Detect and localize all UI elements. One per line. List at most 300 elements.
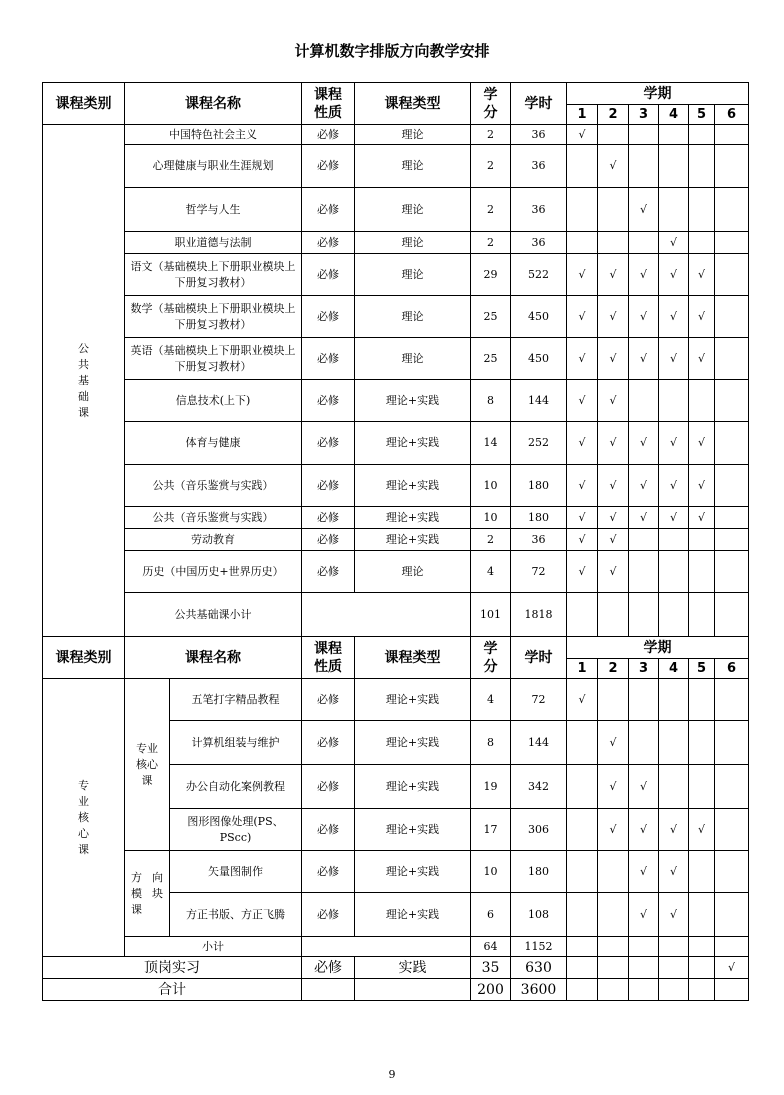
course-nature: 必修 <box>302 125 355 145</box>
check-mark: √ <box>639 907 647 921</box>
course-hours: 36 <box>511 232 567 254</box>
header-term-2: 2 <box>598 659 629 679</box>
term-3-cell <box>629 851 659 893</box>
header-category: 课程类别 <box>43 83 125 125</box>
term-4-cell <box>659 507 689 529</box>
course-hours: 72 <box>511 551 567 593</box>
course-type: 理论+实践 <box>355 765 471 809</box>
course-hours: 36 <box>511 188 567 232</box>
subcategory-line: 专业 <box>136 741 158 755</box>
term-2-cell <box>598 979 629 1001</box>
check-mark: √ <box>639 864 647 878</box>
term-1-cell <box>567 721 598 765</box>
term-3-cell <box>629 957 659 979</box>
category-char: 课 <box>78 405 89 419</box>
direction-char: 向 <box>152 870 163 884</box>
course-type: 理论 <box>355 254 471 296</box>
check-mark: √ <box>639 202 647 216</box>
term-5-cell <box>689 979 715 1001</box>
table-row <box>43 254 749 296</box>
header-type: 课程类型 <box>355 637 471 679</box>
term-2-cell <box>598 125 629 145</box>
term-2-cell <box>598 380 629 422</box>
term-3-cell <box>629 893 659 937</box>
term-4-cell <box>659 893 689 937</box>
check-mark: √ <box>697 267 705 281</box>
course-hours: 450 <box>511 338 567 380</box>
term-5-cell <box>689 551 715 593</box>
internship-label: 顶岗实习 <box>43 957 302 979</box>
header-hours: 学时 <box>511 83 567 125</box>
course-nature: 必修 <box>302 380 355 422</box>
term-5-cell <box>689 338 715 380</box>
term-2-cell <box>598 507 629 529</box>
term-6-cell <box>715 507 749 529</box>
internship-row <box>43 957 749 979</box>
course-hours: 522 <box>511 254 567 296</box>
term-1-cell <box>567 893 598 937</box>
check-mark: √ <box>609 393 617 407</box>
check-mark: √ <box>639 478 647 492</box>
term-6-cell <box>715 809 749 851</box>
subtotal-label: 小计 <box>125 937 302 957</box>
term-1-cell <box>567 765 598 809</box>
term-4-cell <box>659 809 689 851</box>
category-professional-core <box>43 679 125 957</box>
table-row <box>43 851 749 893</box>
course-hours: 36 <box>511 125 567 145</box>
term-6-cell <box>715 465 749 507</box>
subtotal-credits: 64 <box>471 937 511 957</box>
check-mark: √ <box>669 436 677 449</box>
term-3-cell <box>629 125 659 145</box>
check-mark: √ <box>669 864 677 878</box>
term-4-cell <box>659 721 689 765</box>
course-name: 体育与健康 <box>125 422 302 465</box>
subtotal-credits: 101 <box>471 593 511 637</box>
term-6-cell <box>715 551 749 593</box>
check-mark: √ <box>578 309 586 323</box>
subcategory-line: 课 <box>141 773 153 787</box>
course-nature: 必修 <box>302 254 355 296</box>
check-mark: √ <box>697 351 705 365</box>
header-term-4: 4 <box>659 105 689 125</box>
course-type: 理论+实践 <box>355 721 471 765</box>
course-credits: 10 <box>471 465 511 507</box>
course-name: 矢量图制作 <box>170 851 302 893</box>
header-nature-line: 性质 <box>314 658 342 675</box>
direction-label-line <box>127 902 167 918</box>
course-name: 计算机组装与维护 <box>170 721 302 765</box>
term-6-cell <box>715 721 749 765</box>
header-nature-line: 课程 <box>314 86 342 103</box>
check-mark: √ <box>639 436 647 449</box>
term-1-cell <box>567 809 598 851</box>
course-credits: 4 <box>471 679 511 721</box>
category-char: 公 <box>78 341 89 355</box>
course-name: 中国特色社会主义 <box>125 125 302 145</box>
header-term-4: 4 <box>659 659 689 679</box>
term-4-cell <box>659 188 689 232</box>
term-3-cell <box>629 465 659 507</box>
check-mark: √ <box>609 510 617 524</box>
table-row <box>43 679 749 721</box>
check-mark: √ <box>609 735 617 749</box>
subtotal-hours: 1818 <box>511 593 567 637</box>
category-char: 课 <box>78 842 89 856</box>
course-credits: 4 <box>471 551 511 593</box>
header-credits-line: 分 <box>483 658 498 675</box>
course-nature: 必修 <box>302 893 355 937</box>
category-char: 心 <box>78 826 89 840</box>
term-6-cell <box>715 979 749 1001</box>
check-mark: √ <box>697 510 705 524</box>
course-type: 理论+实践 <box>355 893 471 937</box>
term-4-cell <box>659 551 689 593</box>
check-mark: √ <box>578 436 586 449</box>
total-row <box>43 979 749 1001</box>
term-5-cell <box>689 593 715 637</box>
term-1-cell <box>567 296 598 338</box>
term-2-cell <box>598 765 629 809</box>
term-2-cell <box>598 529 629 551</box>
course-credits: 29 <box>471 254 511 296</box>
course-credits: 10 <box>471 507 511 529</box>
check-mark: √ <box>578 532 586 546</box>
term-5-cell <box>689 893 715 937</box>
course-name: 职业道德与法制 <box>125 232 302 254</box>
term-5-cell <box>689 937 715 957</box>
check-mark: √ <box>669 478 677 492</box>
course-type: 理论+实践 <box>355 529 471 551</box>
category-char: 专 <box>78 778 89 792</box>
term-4-cell <box>659 296 689 338</box>
header-semester: 学期 <box>567 637 749 659</box>
check-mark: √ <box>609 267 617 281</box>
header-nature <box>302 637 355 679</box>
course-hours: 36 <box>511 145 567 188</box>
header-hours: 学时 <box>511 637 567 679</box>
term-3-cell <box>629 232 659 254</box>
table-row <box>43 125 749 145</box>
header-credits-line: 学 <box>483 640 498 657</box>
check-mark: √ <box>609 822 617 836</box>
direction-label-line <box>127 886 167 902</box>
term-1-cell <box>567 593 598 637</box>
header-semester: 学期 <box>567 83 749 105</box>
term-2-cell <box>598 232 629 254</box>
term-6-cell <box>715 851 749 893</box>
direction-char: 模 <box>131 886 142 900</box>
course-type: 理论 <box>355 145 471 188</box>
direction-char: 块 <box>152 886 163 900</box>
check-mark: √ <box>609 478 617 492</box>
course-name: 哲学与人生 <box>125 188 302 232</box>
term-3-cell <box>629 809 659 851</box>
header-credits <box>471 637 511 679</box>
course-credits: 25 <box>471 296 511 338</box>
term-1-cell <box>567 851 598 893</box>
direction-char: 课 <box>131 902 142 916</box>
header-term-3: 3 <box>629 105 659 125</box>
term-2-cell <box>598 296 629 338</box>
term-4-cell <box>659 765 689 809</box>
internship-nature: 必修 <box>302 957 355 979</box>
subcategory-direction <box>125 851 170 937</box>
term-1-cell <box>567 679 598 721</box>
term-5-cell <box>689 721 715 765</box>
course-nature: 必修 <box>302 338 355 380</box>
term-4-cell <box>659 465 689 507</box>
table-row <box>43 507 749 529</box>
check-mark: √ <box>669 267 677 281</box>
section1-header-row <box>43 83 749 105</box>
course-credits: 25 <box>471 338 511 380</box>
term-1-cell <box>567 422 598 465</box>
table-row <box>43 529 749 551</box>
term-2-cell <box>598 145 629 188</box>
check-mark: √ <box>578 510 586 524</box>
term-4-cell <box>659 957 689 979</box>
term-4-cell <box>659 679 689 721</box>
term-3-cell <box>629 296 659 338</box>
term-6-cell <box>715 380 749 422</box>
course-name: 信息技术(上下) <box>125 380 302 422</box>
course-hours: 108 <box>511 893 567 937</box>
header-course-name: 课程名称 <box>125 637 302 679</box>
term-2-cell <box>598 254 629 296</box>
term-3-cell <box>629 188 659 232</box>
header-nature-line: 课程 <box>314 640 342 657</box>
table-row <box>43 338 749 380</box>
subcategory-core <box>125 679 170 851</box>
category-char: 础 <box>78 389 89 403</box>
term-3-cell <box>629 551 659 593</box>
check-mark: √ <box>639 510 647 524</box>
term-3-cell <box>629 422 659 465</box>
course-credits: 2 <box>471 188 511 232</box>
course-nature: 必修 <box>302 465 355 507</box>
course-hours: 144 <box>511 721 567 765</box>
course-credits: 2 <box>471 145 511 188</box>
check-mark: √ <box>669 822 677 836</box>
header-term-5: 5 <box>689 105 715 125</box>
check-mark: √ <box>578 351 586 365</box>
header-course-name: 课程名称 <box>125 83 302 125</box>
term-5-cell <box>689 529 715 551</box>
header-credits <box>471 83 511 125</box>
subtotal-nature <box>302 937 471 957</box>
term-3-cell <box>629 338 659 380</box>
course-nature: 必修 <box>302 296 355 338</box>
course-name: 公共（音乐鉴赏与实践） <box>125 465 302 507</box>
table-row <box>43 422 749 465</box>
term-6-cell <box>715 232 749 254</box>
term-3-cell <box>629 507 659 529</box>
course-nature: 必修 <box>302 232 355 254</box>
term-1-cell <box>567 551 598 593</box>
term-2-cell <box>598 809 629 851</box>
table-row <box>43 380 749 422</box>
term-6-cell <box>715 338 749 380</box>
check-mark: √ <box>578 478 586 492</box>
course-name: 办公自动化案例教程 <box>170 765 302 809</box>
table-row <box>43 296 749 338</box>
check-mark: √ <box>727 960 735 974</box>
term-5-cell <box>689 232 715 254</box>
category-char: 核 <box>78 810 89 824</box>
check-mark: √ <box>639 779 647 793</box>
course-nature: 必修 <box>302 507 355 529</box>
term-6-cell <box>715 145 749 188</box>
term-6-cell <box>715 422 749 465</box>
course-nature: 必修 <box>302 145 355 188</box>
term-4-cell <box>659 145 689 188</box>
total-nature <box>302 979 355 1001</box>
term-1-cell <box>567 507 598 529</box>
course-nature: 必修 <box>302 679 355 721</box>
header-type: 课程类型 <box>355 83 471 125</box>
check-mark: √ <box>609 309 617 323</box>
course-type: 理论 <box>355 232 471 254</box>
subtotal-row <box>43 937 749 957</box>
term-3-cell <box>629 979 659 1001</box>
course-hours: 180 <box>511 465 567 507</box>
header-term-6: 6 <box>715 659 749 679</box>
category-char: 业 <box>78 794 89 808</box>
total-hours: 3600 <box>511 979 567 1001</box>
check-mark: √ <box>578 267 586 281</box>
term-5-cell <box>689 765 715 809</box>
header-term-5: 5 <box>689 659 715 679</box>
total-type <box>355 979 471 1001</box>
term-3-cell <box>629 529 659 551</box>
course-nature: 必修 <box>302 851 355 893</box>
course-hours: 36 <box>511 529 567 551</box>
header-term-6: 6 <box>715 105 749 125</box>
subtotal-row <box>43 593 749 637</box>
course-credits: 2 <box>471 125 511 145</box>
course-name: 英语（基础模块上下册职业模块上下册复习教材） <box>125 338 302 380</box>
subtotal-label: 公共基础课小计 <box>125 593 302 637</box>
teaching-schedule-table <box>42 82 749 1001</box>
term-3-cell <box>629 593 659 637</box>
term-2-cell <box>598 851 629 893</box>
term-5-cell <box>689 679 715 721</box>
course-nature: 必修 <box>302 809 355 851</box>
category-public-basic <box>43 125 125 637</box>
course-credits: 10 <box>471 851 511 893</box>
check-mark: √ <box>578 393 586 407</box>
direction-char: 方 <box>131 870 142 884</box>
course-hours: 450 <box>511 296 567 338</box>
course-nature: 必修 <box>302 551 355 593</box>
header-term-1: 1 <box>567 105 598 125</box>
check-mark: √ <box>697 309 705 323</box>
check-mark: √ <box>697 478 705 492</box>
term-1-cell <box>567 979 598 1001</box>
page-title: 计算机数字排版方向教学安排 <box>294 42 490 60</box>
table-row <box>43 145 749 188</box>
course-nature: 必修 <box>302 188 355 232</box>
course-type: 理论 <box>355 296 471 338</box>
term-1-cell <box>567 957 598 979</box>
term-5-cell <box>689 465 715 507</box>
term-5-cell <box>689 809 715 851</box>
subtotal-hours: 1152 <box>511 937 567 957</box>
check-mark: √ <box>669 907 677 921</box>
term-4-cell <box>659 979 689 1001</box>
term-2-cell <box>598 721 629 765</box>
internship-hours: 630 <box>511 957 567 979</box>
check-mark: √ <box>609 564 617 578</box>
internship-type: 实践 <box>355 957 471 979</box>
check-mark: √ <box>578 127 586 141</box>
term-2-cell <box>598 957 629 979</box>
check-mark: √ <box>609 351 617 365</box>
course-hours: 144 <box>511 380 567 422</box>
term-2-cell <box>598 937 629 957</box>
term-3-cell <box>629 380 659 422</box>
term-2-cell <box>598 679 629 721</box>
term-1-cell <box>567 380 598 422</box>
check-mark: √ <box>578 692 586 706</box>
term-5-cell <box>689 380 715 422</box>
category-char: 基 <box>78 373 89 387</box>
check-mark: √ <box>639 822 647 836</box>
course-hours: 306 <box>511 809 567 851</box>
course-credits: 8 <box>471 380 511 422</box>
header-term-1: 1 <box>567 659 598 679</box>
course-nature: 必修 <box>302 422 355 465</box>
term-4-cell <box>659 593 689 637</box>
course-type: 理论+实践 <box>355 465 471 507</box>
term-5-cell <box>689 851 715 893</box>
term-3-cell <box>629 145 659 188</box>
course-name: 公共（音乐鉴赏与实践） <box>125 507 302 529</box>
course-credits: 17 <box>471 809 511 851</box>
term-1-cell <box>567 145 598 188</box>
term-6-cell <box>715 188 749 232</box>
term-5-cell <box>689 254 715 296</box>
header-term-3: 3 <box>629 659 659 679</box>
check-mark: √ <box>669 235 677 249</box>
course-type: 理论+实践 <box>355 679 471 721</box>
course-nature: 必修 <box>302 529 355 551</box>
course-type: 理论 <box>355 338 471 380</box>
term-1-cell <box>567 254 598 296</box>
term-1-cell <box>567 465 598 507</box>
check-mark: √ <box>609 532 617 546</box>
term-2-cell <box>598 893 629 937</box>
term-5-cell <box>689 188 715 232</box>
course-name: 劳动教育 <box>125 529 302 551</box>
course-type: 理论+实践 <box>355 809 471 851</box>
term-1-cell <box>567 937 598 957</box>
course-type: 理论+实践 <box>355 507 471 529</box>
term-6-cell <box>715 893 749 937</box>
direction-label-line <box>127 870 167 886</box>
course-type: 理论 <box>355 125 471 145</box>
term-2-cell <box>598 465 629 507</box>
course-credits: 14 <box>471 422 511 465</box>
term-1-cell <box>567 338 598 380</box>
category-char: 共 <box>78 357 89 371</box>
course-name: 方正书版、方正飞腾 <box>170 893 302 937</box>
term-5-cell <box>689 145 715 188</box>
check-mark: √ <box>669 309 677 323</box>
header-category: 课程类别 <box>43 637 125 679</box>
